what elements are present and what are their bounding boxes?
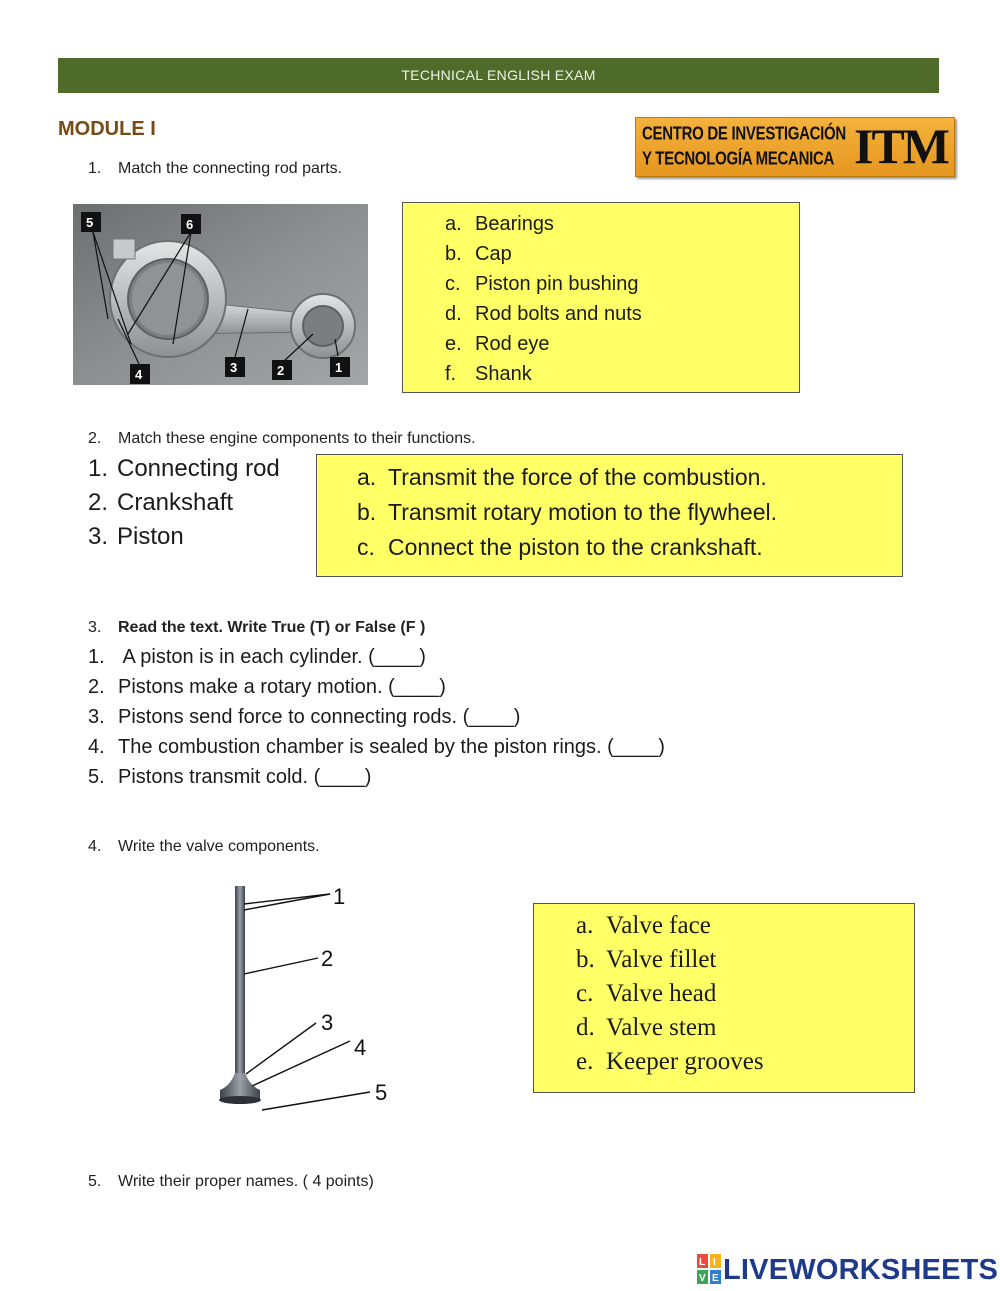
itm-logo bbox=[635, 117, 955, 177]
question-1 bbox=[88, 160, 342, 178]
question-text: Read the text. Write True (T) or False (F ) bbox=[118, 619, 426, 636]
q1-option: c. Piston pin bushing bbox=[445, 273, 639, 295]
q4-option: a. Valve face bbox=[576, 912, 711, 939]
question-3 bbox=[88, 619, 425, 637]
q3-statements-list bbox=[88, 642, 665, 792]
valve-label: 2 bbox=[321, 946, 334, 971]
svg-text:L: L bbox=[699, 1257, 706, 1268]
q4-options-box bbox=[533, 903, 915, 1093]
q1-option: a. Bearings bbox=[445, 213, 554, 235]
question-text: Write the valve components. bbox=[118, 838, 320, 855]
question-number: 2. bbox=[88, 430, 102, 447]
q4-option: d. Valve stem bbox=[576, 1014, 717, 1041]
question-2 bbox=[88, 430, 476, 448]
q4-option: b. Valve fillet bbox=[576, 946, 717, 973]
q4-option: c. Valve head bbox=[576, 980, 717, 1007]
q4-options-list bbox=[576, 909, 764, 1079]
valve-label: 3 bbox=[321, 1010, 334, 1035]
q1-option: e. Rod eye bbox=[445, 333, 550, 355]
question-5 bbox=[88, 1173, 374, 1191]
q1-option: f. Shank bbox=[445, 363, 532, 385]
svg-text:V: V bbox=[699, 1273, 706, 1284]
question-text: Match these engine components to their functions. bbox=[118, 430, 476, 447]
question-number: 5. bbox=[88, 1173, 102, 1190]
q2-component: 3. Piston bbox=[88, 523, 184, 550]
valve-diagram bbox=[200, 878, 420, 1118]
liveworksheets-brand: LIVEWORKSHEETS bbox=[723, 1254, 999, 1286]
rod-label: 2 bbox=[277, 363, 285, 378]
question-number: 1. bbox=[88, 160, 102, 177]
question-text: Write their proper names. ( 4 points) bbox=[118, 1173, 374, 1190]
q3-statement: 4. The combustion chamber is sealed by the piston rings. (____) bbox=[88, 736, 665, 758]
question-text: Match the connecting rod parts. bbox=[118, 160, 343, 177]
rod-label: 1 bbox=[335, 360, 343, 375]
q2-function: c. Connect the piston to the crankshaft. bbox=[357, 534, 763, 560]
logo-brand: ITM bbox=[854, 118, 948, 174]
q3-statement: 2. Pistons make a rotary motion. (____) bbox=[88, 676, 446, 698]
question-number: 3. bbox=[88, 619, 102, 636]
q2-function: a. Transmit the force of the combustion. bbox=[357, 464, 767, 490]
q3-statement: 5. Pistons transmit cold. (____) bbox=[88, 766, 372, 788]
logo-line-2: Y TECNOLOGÍA MECANICA bbox=[642, 148, 835, 170]
connecting-rod-image bbox=[73, 204, 368, 385]
module-title: MODULE I bbox=[58, 118, 156, 140]
svg-text:I: I bbox=[713, 1257, 716, 1268]
q1-option: b. Cap bbox=[445, 243, 512, 265]
liveworksheets-icon bbox=[697, 1254, 721, 1284]
valve-label: 4 bbox=[354, 1035, 367, 1060]
question-number: 4. bbox=[88, 838, 102, 855]
q1-options-box bbox=[402, 202, 800, 393]
exam-header-bar bbox=[58, 58, 939, 93]
q4-option: e. Keeper grooves bbox=[576, 1048, 764, 1075]
q3-statement: 1. A piston is in each cylinder. (____) bbox=[88, 646, 426, 668]
q2-function: b. Transmit rotary motion to the flywheel. bbox=[357, 499, 778, 525]
rod-label: 5 bbox=[86, 215, 94, 230]
valve-label: 1 bbox=[333, 884, 346, 909]
rod-label: 6 bbox=[186, 217, 194, 232]
question-4 bbox=[88, 838, 320, 856]
q1-options-list bbox=[445, 209, 642, 389]
q3-statement: 3. Pistons send force to connecting rods. (____) bbox=[88, 706, 521, 728]
q1-option: d. Rod bolts and nuts bbox=[445, 303, 642, 325]
q2-component: 2. Crankshaft bbox=[88, 489, 234, 516]
rod-label: 4 bbox=[135, 367, 143, 382]
q2-component: 1. Connecting rod bbox=[88, 455, 280, 482]
q2-functions-box bbox=[316, 454, 903, 577]
svg-text:E: E bbox=[712, 1273, 719, 1284]
liveworksheets-logo[interactable] bbox=[697, 1254, 998, 1286]
logo-line-1: CENTRO DE INVESTIGACIÓN bbox=[642, 123, 846, 145]
q2-functions-list bbox=[357, 460, 777, 565]
q2-components-list bbox=[88, 452, 280, 554]
exam-title: TECHNICAL ENGLISH EXAM bbox=[401, 67, 596, 83]
rod-label: 3 bbox=[230, 360, 238, 375]
valve-label: 5 bbox=[375, 1080, 388, 1105]
